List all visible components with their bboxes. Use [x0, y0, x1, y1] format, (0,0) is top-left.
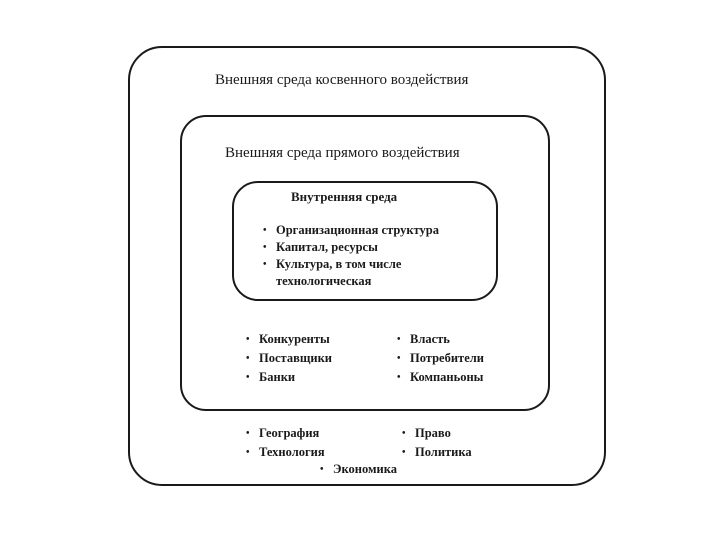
- factor-label: Политика: [415, 445, 472, 459]
- bullet-icon: •: [397, 353, 401, 364]
- internal-factors-list: [263, 222, 439, 290]
- factor-label: Организационная структура: [276, 223, 439, 237]
- list-item: [402, 443, 472, 462]
- bullet-icon: •: [397, 372, 401, 383]
- indirect-factors-right: [402, 424, 472, 462]
- list-item: [246, 330, 332, 349]
- list-item: [397, 368, 484, 387]
- bullet-icon: •: [246, 428, 250, 439]
- factor-label: География: [259, 426, 320, 440]
- factor-label: Право: [415, 426, 451, 440]
- bullet-icon: •: [246, 447, 250, 458]
- factor-label: Капитал, ресурсы: [276, 240, 378, 254]
- bullet-icon: •: [397, 334, 401, 345]
- factor-label: технологическая: [276, 274, 372, 288]
- factor-label: Власть: [410, 332, 450, 346]
- list-item-continuation: [263, 273, 439, 290]
- list-item: [263, 239, 439, 256]
- bullet-icon: •: [263, 242, 267, 253]
- bullet-icon: •: [263, 225, 267, 236]
- list-item: [263, 222, 439, 239]
- indirect-factors-left: [246, 424, 325, 462]
- bullet-icon: •: [320, 464, 324, 475]
- list-item: [397, 330, 484, 349]
- list-item: [246, 443, 325, 462]
- list-item: [397, 349, 484, 368]
- indirect-factors-bottom: [320, 460, 397, 479]
- bullet-icon: •: [246, 372, 250, 383]
- direct-factors-left: [246, 330, 332, 387]
- direct-factors-right: [397, 330, 484, 387]
- list-item: [320, 460, 397, 479]
- list-item: [246, 368, 332, 387]
- bullet-icon: •: [402, 428, 406, 439]
- list-item: [402, 424, 472, 443]
- bullet-icon: •: [402, 447, 406, 458]
- list-item: [246, 424, 325, 443]
- bullet-icon: •: [246, 334, 250, 345]
- list-item: [263, 256, 439, 273]
- direct-environment-title: Внешняя среда прямого воздействия: [225, 145, 460, 161]
- bullet-icon: •: [263, 259, 267, 270]
- factor-label: Культура, в том числе: [276, 257, 402, 271]
- factor-label: Технология: [259, 445, 325, 459]
- indirect-environment-title: Внешняя среда косвенного воздействия: [215, 72, 469, 88]
- factor-label: Конкуренты: [259, 332, 330, 346]
- list-item: [246, 349, 332, 368]
- factor-label: Компаньоны: [410, 370, 484, 384]
- factor-label: Поставщики: [259, 351, 332, 365]
- factor-label: Банки: [259, 370, 296, 384]
- factor-label: Экономика: [333, 462, 397, 476]
- factor-label: Потребители: [410, 351, 484, 365]
- bullet-icon: •: [246, 353, 250, 364]
- internal-environment-title: Внутренняя среда: [291, 189, 398, 204]
